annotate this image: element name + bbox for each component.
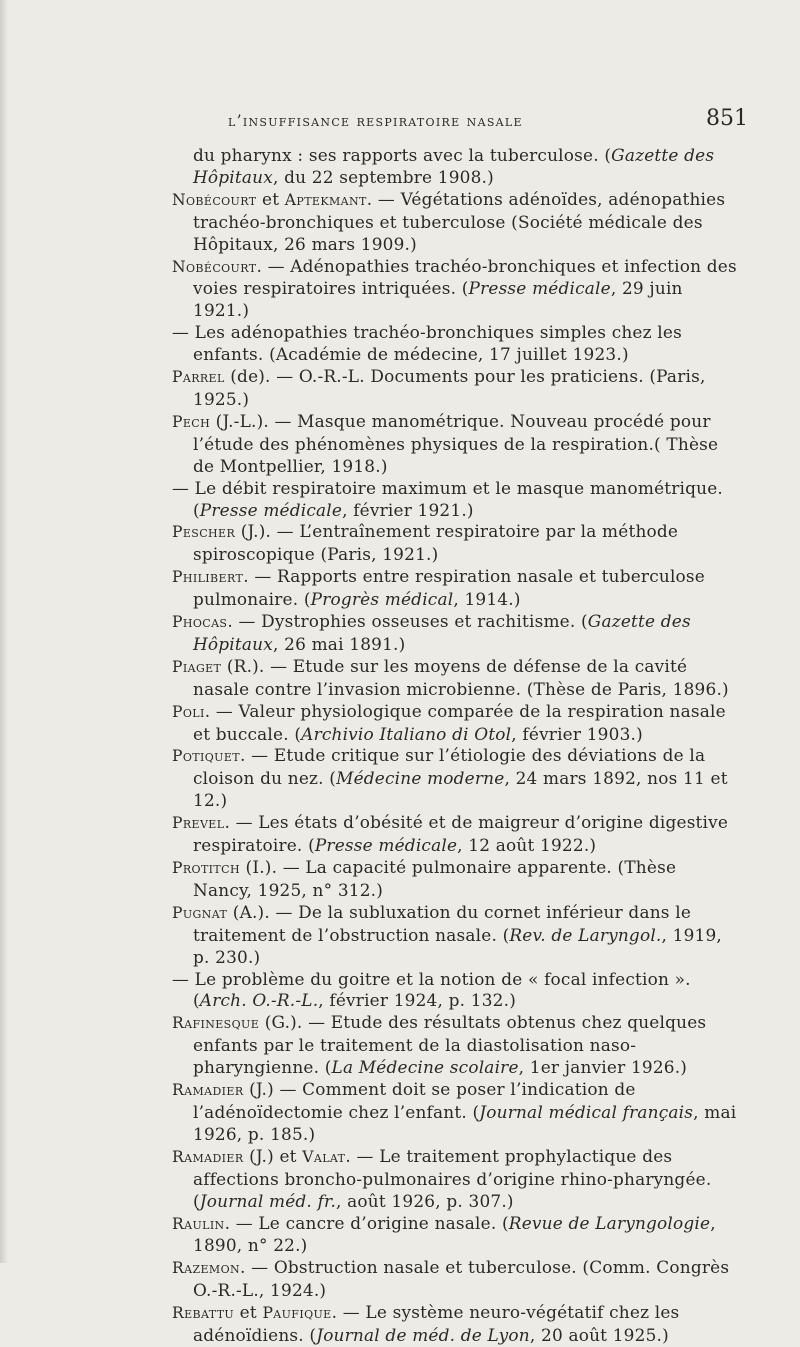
bibliography-entry xyxy=(172,411,740,478)
entry-text: . — Dystrophies osseuses et rachitisme. ( xyxy=(227,611,588,632)
entry-text: , 26 mai 1891.) xyxy=(272,633,406,654)
entry-source: Gazette des Hôpitaux xyxy=(193,145,715,187)
entry-text: , février 1921.) xyxy=(342,499,474,520)
entry-text: . — Etude critique sur l’étiologie des déviations de la cloison du nez. ( xyxy=(193,745,706,789)
entry-text: et xyxy=(256,188,285,209)
entry-text: (J.) — Comment doit se poser l’indication de l’adénoïdectomie chez l’enfant. ( xyxy=(193,1079,636,1122)
entry-author: Prevel xyxy=(172,814,225,833)
bibliography-entry xyxy=(172,857,740,902)
bibliography-entry xyxy=(172,902,740,969)
entry-source: Journal médical français xyxy=(479,1101,694,1122)
entry-text: , 20 août 1925.) xyxy=(529,1325,669,1346)
page-edge xyxy=(0,0,8,1263)
bibliography-entry xyxy=(172,969,740,1013)
entry-text: . — Le système neuro-végétatif chez les adénoïdiens. ( xyxy=(193,1302,680,1346)
bibliography-entry xyxy=(172,322,740,366)
bibliography-entry xyxy=(172,256,740,323)
entry-text: (J.) et xyxy=(243,1145,303,1166)
entry-author: Piaget xyxy=(172,657,222,676)
bibliography-entry xyxy=(172,366,740,411)
entry-author: Rafinesque xyxy=(172,1014,260,1033)
entry-coauthor: Valat xyxy=(302,1147,346,1166)
entry-text: (A.). — De la subluxation du cornet inférieur dans le traitement de l’obstruction nasale. ( xyxy=(193,901,692,945)
entry-text: (J.). — L’entraînement respiratoire par la méthode spiroscopique (Paris, 1921.) xyxy=(193,521,679,565)
bibliography-entry xyxy=(172,701,740,746)
entry-author: Potiquet xyxy=(172,747,241,766)
running-head: l’insuffisance respiratoire nasale xyxy=(228,112,523,130)
entry-text: , 12 août 1922.) xyxy=(457,835,597,856)
entry-author: Protitch xyxy=(172,859,240,877)
entry-text: — Le problème du goitre et la notion de « focal infection ». ( xyxy=(172,968,691,1011)
entry-text: . — Valeur physiologique comparée de la respiration nasale et buccale. ( xyxy=(193,700,726,744)
entry-text: (de). — O.-R.-L. Documents pour les praticiens. (Paris, 1925.) xyxy=(193,366,706,409)
bibliography-entry xyxy=(172,812,740,857)
entry-text: . — Obstruction nasale et tuberculose. (Comm. Congrès O.-R.-L., 1924.) xyxy=(193,1257,730,1301)
entry-source: Arch. O.-R.-L. xyxy=(199,990,319,1011)
entry-source: Gazette des Hôpitaux xyxy=(193,611,691,654)
entry-text: , août 1926, p. 307.) xyxy=(336,1190,514,1211)
entry-author: Razemon xyxy=(172,1259,241,1278)
entry-text: (I.). — La capacité pulmonaire apparente. (Thèse Nancy, 1925, n° 312.) xyxy=(193,857,677,900)
bibliography-entry xyxy=(172,521,740,566)
entry-text: . — Végétations adénoïdes, adénopathies trachéo-bronchiques et tuberculose (Société médicale des Hôpitaux, 26 mars 1909.) xyxy=(193,188,726,254)
bibliography-list xyxy=(172,145,740,1347)
entry-text: (G.). — Etude des résultats obtenus chez quelques enfants par le traitement de la diastolisation naso-pharyngienne. ( xyxy=(193,1012,707,1078)
entry-text: , 1914.) xyxy=(453,589,521,610)
entry-text: , mai 1926, p. 185.) xyxy=(193,1101,737,1144)
entry-author: Ramadier xyxy=(172,1147,244,1166)
bibliography-entry xyxy=(172,656,740,701)
entry-text: , 1er janvier 1926.) xyxy=(518,1057,688,1078)
entry-author: Nobécourt xyxy=(172,257,257,276)
bibliography-entry xyxy=(172,1012,740,1079)
entry-text: — Les adénopathies trachéo-bronchiques simples chez les enfants. (Académie de médecine, 17 juillet 1923.) xyxy=(172,322,682,365)
entry-source: Presse médicale xyxy=(468,278,611,299)
entry-text: et xyxy=(234,1302,263,1323)
entry-text: , février 1903.) xyxy=(511,723,643,744)
bibliography-entry xyxy=(172,189,740,256)
entry-source: Presse médicale xyxy=(314,835,458,856)
entry-text: , 29 juin 1921.) xyxy=(193,278,683,321)
entry-text: (J.-L.). — Masque manométrique. Nouveau procédé pour l’étude des phénomènes physiques de la respiration.( Thèse de Montpellier, 1918.) xyxy=(193,410,719,476)
entry-source: Archivio Italiano di Otol xyxy=(301,723,512,744)
entry-source: Presse médicale xyxy=(199,499,343,520)
bibliography-entry xyxy=(172,745,740,812)
entry-text: , 1919, p. 230.) xyxy=(193,924,722,967)
entry-source: Journal de méd. de Lyon xyxy=(316,1325,530,1346)
entry-author: Phocas xyxy=(172,613,228,632)
bibliography-entry xyxy=(172,145,740,189)
entry-source: Rev. de Laryngol. xyxy=(509,924,662,945)
entry-source: Progrès médical xyxy=(310,589,454,610)
entry-text: du pharynx : ses rapports avec la tuberculose. ( xyxy=(193,145,612,165)
entry-source: La Médecine scolaire xyxy=(331,1057,519,1078)
entry-author: Poli xyxy=(172,702,205,721)
entry-text: . — Le traitement prophylactique des affections broncho-pulmonaires d’origine rhino-pharyngée. ( xyxy=(193,1145,712,1211)
entry-author: Pugnat xyxy=(172,903,228,922)
entry-author: Parrel xyxy=(172,368,225,387)
bibliography-entry xyxy=(172,1213,740,1258)
bibliography-entry xyxy=(172,566,740,611)
bibliography-entry xyxy=(172,478,740,522)
bibliography-entry xyxy=(172,1079,740,1146)
entry-source: Journal méd. fr. xyxy=(199,1190,337,1211)
entry-source: Médecine moderne xyxy=(336,768,505,789)
entry-text: . — Le cancre d’origine nasale. ( xyxy=(224,1212,509,1233)
entry-text: , février 1924, p. 132.) xyxy=(318,990,516,1011)
entry-author: Pescher xyxy=(172,523,236,542)
entry-text: , du 22 septembre 1908.) xyxy=(272,166,494,187)
entry-author: Philibert xyxy=(172,568,244,587)
entry-text: . — Les états d’obésité et de maigreur d’origine digestive respiratoire. ( xyxy=(193,812,729,856)
entry-author: Rebattu xyxy=(172,1304,235,1323)
entry-author: Raulin xyxy=(172,1214,225,1233)
entry-text: . — Rapports entre respiration nasale et tuberculose pulmonaire. ( xyxy=(193,566,705,610)
entry-coauthor: Paufique xyxy=(262,1304,332,1323)
entry-source: Revue de Laryngologie xyxy=(508,1212,711,1233)
page-number: 851 xyxy=(706,106,748,131)
entry-text: — Le débit respiratoire maximum et le masque manométrique. ( xyxy=(172,477,724,520)
bibliography-entry xyxy=(172,611,740,656)
page-header xyxy=(228,106,748,136)
bibliography-entry xyxy=(172,1302,740,1347)
entry-author: Pech xyxy=(172,412,211,431)
entry-text: , 1890, n° 22.) xyxy=(193,1212,716,1256)
bibliography-entry xyxy=(172,1146,740,1213)
entry-text: . — Adénopathies trachéo-bronchiques et infection des voies respiratoires intriquées. ( xyxy=(193,255,737,299)
entry-coauthor: Aptekmant xyxy=(284,190,367,209)
entry-text: , 24 mars 1892, nos 11 et 12.) xyxy=(193,768,728,811)
bibliography-entry xyxy=(172,1257,740,1302)
entry-author: Ramadier xyxy=(172,1081,244,1100)
entry-author: Nobécourt xyxy=(172,190,257,209)
entry-text: (R.). — Etude sur les moyens de défense de la cavité nasale contre l’invasion microbienne. (Thèse de Paris, 1896.) xyxy=(193,655,729,699)
